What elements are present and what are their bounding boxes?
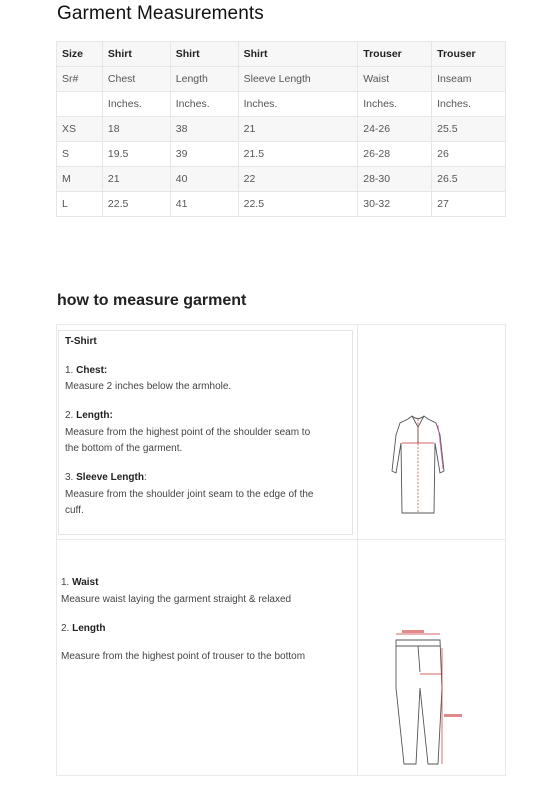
table-cell: 39 bbox=[170, 142, 238, 167]
table-cell: Chest bbox=[102, 67, 170, 92]
table-row bbox=[57, 92, 506, 117]
table-cell: Inches. bbox=[238, 92, 358, 117]
section-title: how to measure garment bbox=[57, 292, 247, 309]
table-cell: Sr# bbox=[57, 67, 103, 92]
table-cell: Inches. bbox=[432, 92, 506, 117]
kurta-shirt-diagram-icon bbox=[388, 413, 448, 525]
table-cell: 41 bbox=[170, 192, 238, 217]
instruction-text: Measure from the highest point of the shoulder seam to bbox=[65, 427, 311, 438]
table-cell: 19.5 bbox=[102, 142, 170, 167]
divider bbox=[56, 539, 506, 540]
table-cell: L bbox=[57, 192, 103, 217]
table-cell: M bbox=[57, 167, 103, 192]
table-header-row bbox=[57, 42, 506, 67]
table-cell: Inches. bbox=[102, 92, 170, 117]
table-cell: 22.5 bbox=[102, 192, 170, 217]
instruction-label: 1. Waist bbox=[61, 577, 99, 588]
header-cell: Size bbox=[57, 42, 103, 67]
page-title: Garment Measurements bbox=[57, 3, 264, 24]
table-row bbox=[57, 117, 506, 142]
instruction-label: 3. Sleeve Length: bbox=[65, 472, 147, 483]
table-cell: 27 bbox=[432, 192, 506, 217]
instruction-text: Measure from the highest point of trouser to the bottom bbox=[61, 651, 306, 662]
table-row bbox=[57, 142, 506, 167]
header-cell: Shirt bbox=[170, 42, 238, 67]
instruction-text: Measure 2 inches below the armhole. bbox=[65, 381, 232, 392]
table-cell: Inseam bbox=[432, 67, 506, 92]
table-cell: Sleeve Length bbox=[238, 67, 358, 92]
instruction-label: 2. Length: bbox=[65, 410, 113, 421]
table-cell: 25.5 bbox=[432, 117, 506, 142]
table-cell: 21 bbox=[238, 117, 358, 142]
shirt-heading: T-Shirt bbox=[65, 336, 97, 347]
trouser-diagram-icon bbox=[390, 628, 470, 768]
table-cell bbox=[57, 92, 103, 117]
table-cell: Length bbox=[170, 67, 238, 92]
table-cell: 21 bbox=[102, 167, 170, 192]
table-cell: 30-32 bbox=[358, 192, 432, 217]
table-cell: 18 bbox=[102, 117, 170, 142]
instruction-label: 2. Length bbox=[61, 623, 106, 634]
header-cell: Shirt bbox=[238, 42, 358, 67]
instruction-text: Measure waist laying the garment straight & relaxed bbox=[61, 594, 292, 605]
header-cell: Trouser bbox=[358, 42, 432, 67]
table-cell: 22.5 bbox=[238, 192, 358, 217]
table-cell: 38 bbox=[170, 117, 238, 142]
instruction-text: the bottom of the garment. bbox=[65, 443, 183, 454]
table-cell: Waist bbox=[358, 67, 432, 92]
table-cell: 26 bbox=[432, 142, 506, 167]
table-cell: 28-30 bbox=[358, 167, 432, 192]
table-cell: 40 bbox=[170, 167, 238, 192]
table-row bbox=[57, 167, 506, 192]
table-cell: 24-26 bbox=[358, 117, 432, 142]
divider bbox=[357, 324, 358, 776]
table-cell: S bbox=[57, 142, 103, 167]
instruction-text: cuff. bbox=[65, 505, 84, 516]
table-row bbox=[57, 192, 506, 217]
instruction-text: Measure from the shoulder joint seam to the edge of the bbox=[65, 489, 314, 500]
table-cell: 26-28 bbox=[358, 142, 432, 167]
table-cell: XS bbox=[57, 117, 103, 142]
table-cell: Inches. bbox=[170, 92, 238, 117]
instruction-label: 1. Chest: bbox=[65, 365, 108, 376]
header-cell: Trouser bbox=[432, 42, 506, 67]
table-cell: 22 bbox=[238, 167, 358, 192]
size-chart-table bbox=[56, 41, 506, 217]
table-cell: Inches. bbox=[358, 92, 432, 117]
header-cell: Shirt bbox=[102, 42, 170, 67]
table-cell: 26.5 bbox=[432, 167, 506, 192]
table-cell: 21.5 bbox=[238, 142, 358, 167]
table-row bbox=[57, 67, 506, 92]
